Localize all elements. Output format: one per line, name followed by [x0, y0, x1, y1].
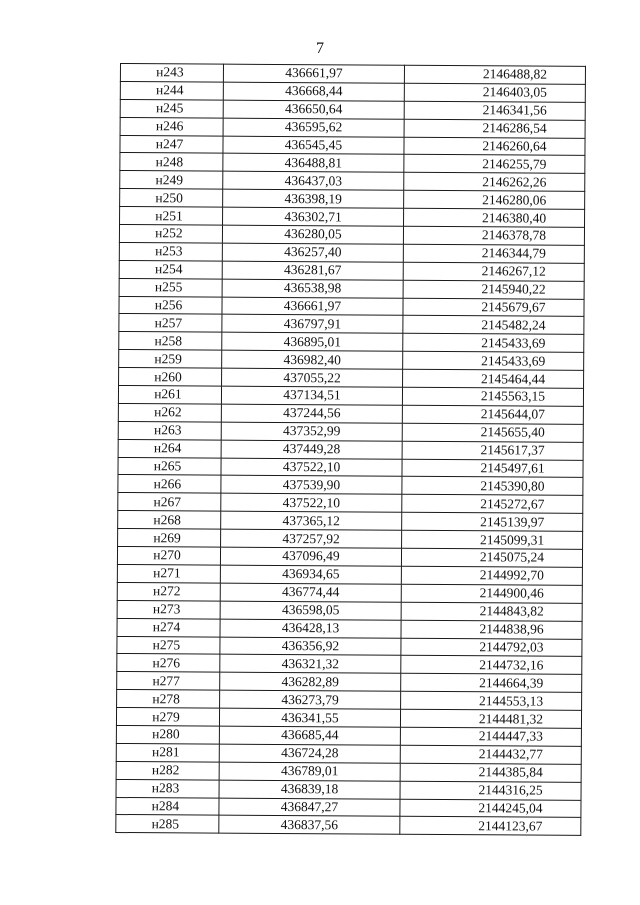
y-coordinate-cell: 2146380,40 — [404, 208, 585, 227]
x-coordinate-cell: 436273,79 — [220, 690, 401, 709]
point-name-cell: н273 — [117, 600, 220, 619]
y-coordinate-cell: 2144553,13 — [401, 691, 582, 710]
x-coordinate-cell: 436847,27 — [219, 798, 400, 817]
point-name-cell: н244 — [120, 81, 223, 100]
point-name-cell: н264 — [118, 439, 221, 458]
point-name-cell: н258 — [119, 332, 222, 351]
x-coordinate-cell: 437134,51 — [221, 386, 402, 405]
point-name-cell: н251 — [120, 207, 223, 226]
x-coordinate-cell: 436356,92 — [220, 637, 401, 656]
x-coordinate-cell: 436650,64 — [223, 100, 404, 119]
x-coordinate-cell: 436282,89 — [220, 672, 401, 691]
y-coordinate-cell: 2146255,79 — [404, 155, 585, 174]
y-coordinate-cell: 2145464,44 — [403, 369, 584, 388]
x-coordinate-cell: 436428,13 — [220, 619, 401, 638]
x-coordinate-cell: 436598,05 — [220, 601, 401, 620]
point-name-cell: н246 — [120, 117, 223, 136]
x-coordinate-cell: 437449,28 — [221, 440, 402, 459]
point-name-cell: н260 — [119, 368, 222, 387]
x-coordinate-cell: 437244,56 — [221, 404, 402, 423]
y-coordinate-cell: 2146344,79 — [403, 244, 584, 263]
point-name-cell: н285 — [116, 815, 219, 834]
point-name-cell: н248 — [120, 153, 223, 172]
x-coordinate-cell: 436685,44 — [219, 726, 400, 745]
y-coordinate-cell: 2145679,67 — [403, 298, 584, 317]
x-coordinate-cell: 436488,81 — [223, 154, 404, 173]
point-name-cell: н267 — [118, 493, 221, 512]
y-coordinate-cell: 2144900,46 — [401, 584, 582, 603]
x-coordinate-cell: 436538,98 — [222, 279, 403, 298]
y-coordinate-cell: 2144732,16 — [401, 656, 582, 675]
point-name-cell: н278 — [117, 690, 220, 709]
y-coordinate-cell: 2144664,39 — [401, 674, 582, 693]
x-coordinate-cell: 436724,28 — [219, 744, 400, 763]
x-coordinate-cell: 436774,44 — [220, 583, 401, 602]
y-coordinate-cell: 2146267,12 — [403, 262, 584, 281]
point-name-cell: н247 — [120, 135, 223, 154]
point-name-cell: н262 — [118, 403, 221, 422]
point-name-cell: н283 — [116, 779, 219, 798]
y-coordinate-cell: 2145139,97 — [402, 512, 583, 531]
point-name-cell: н270 — [117, 547, 220, 566]
point-name-cell: н275 — [117, 636, 220, 655]
y-coordinate-cell: 2145617,37 — [402, 441, 583, 460]
point-name-cell: н279 — [116, 708, 219, 727]
point-name-cell: н276 — [117, 654, 220, 673]
y-coordinate-cell: 2144792,03 — [401, 638, 582, 657]
point-name-cell: н265 — [118, 457, 221, 476]
y-coordinate-cell: 2144123,67 — [400, 817, 581, 836]
x-coordinate-cell: 436797,91 — [222, 315, 403, 334]
point-name-cell: н252 — [119, 225, 222, 244]
point-name-cell: н282 — [116, 761, 219, 780]
x-coordinate-cell: 436895,01 — [222, 332, 403, 351]
point-name-cell: н269 — [118, 529, 221, 548]
x-coordinate-cell: 436257,40 — [222, 243, 403, 262]
y-coordinate-cell: 2145655,40 — [402, 423, 583, 442]
point-name-cell: н284 — [116, 797, 219, 816]
y-coordinate-cell: 2145390,80 — [402, 477, 583, 496]
y-coordinate-cell: 2146286,54 — [404, 119, 585, 138]
x-coordinate-cell: 437257,92 — [221, 529, 402, 548]
x-coordinate-cell: 436341,55 — [219, 708, 400, 727]
point-name-cell: н245 — [120, 99, 223, 118]
y-coordinate-cell: 2146280,06 — [404, 190, 585, 209]
x-coordinate-cell: 436668,44 — [223, 82, 404, 101]
x-coordinate-cell: 436302,71 — [223, 207, 404, 226]
x-coordinate-cell: 436398,19 — [223, 189, 404, 208]
x-coordinate-cell: 436661,97 — [223, 64, 404, 83]
y-coordinate-cell: 2144481,32 — [400, 709, 581, 728]
point-name-cell: н281 — [116, 743, 219, 762]
point-name-cell: н268 — [118, 511, 221, 530]
y-coordinate-cell: 2145563,15 — [402, 387, 583, 406]
x-coordinate-cell: 436281,67 — [222, 261, 403, 280]
x-coordinate-cell: 436437,03 — [223, 171, 404, 190]
y-coordinate-cell: 2146403,05 — [404, 83, 585, 102]
x-coordinate-cell: 437539,90 — [221, 476, 402, 495]
y-coordinate-cell: 2144838,96 — [401, 620, 582, 639]
x-coordinate-cell: 437365,12 — [221, 511, 402, 530]
point-name-cell: н243 — [120, 64, 223, 83]
point-name-cell: н266 — [118, 475, 221, 494]
point-name-cell: н271 — [117, 564, 220, 583]
y-coordinate-cell: 2145433,69 — [403, 334, 584, 353]
y-coordinate-cell: 2146260,64 — [404, 137, 585, 156]
x-coordinate-cell: 436595,62 — [223, 118, 404, 137]
point-name-cell: н254 — [119, 260, 222, 279]
x-coordinate-cell: 436321,32 — [220, 655, 401, 674]
y-coordinate-cell: 2146488,82 — [404, 65, 585, 84]
y-coordinate-cell: 2144432,77 — [400, 745, 581, 764]
x-coordinate-cell: 436982,40 — [222, 350, 403, 369]
y-coordinate-cell: 2145433,69 — [403, 351, 584, 370]
y-coordinate-cell: 2144385,84 — [400, 763, 581, 782]
point-name-cell: н256 — [119, 296, 222, 315]
y-coordinate-cell: 2145644,07 — [402, 405, 583, 424]
x-coordinate-cell: 436280,05 — [222, 225, 403, 244]
point-name-cell: н277 — [117, 672, 220, 691]
x-coordinate-cell: 436839,18 — [219, 780, 400, 799]
y-coordinate-cell: 2145482,24 — [403, 316, 584, 335]
y-coordinate-cell: 2144316,25 — [400, 781, 581, 800]
point-name-cell: н263 — [118, 421, 221, 440]
point-name-cell: н249 — [120, 171, 223, 190]
x-coordinate-cell: 437055,22 — [222, 368, 403, 387]
y-coordinate-cell: 2146341,56 — [404, 101, 585, 120]
page-number: 7 — [316, 40, 324, 57]
x-coordinate-cell: 437352,99 — [221, 422, 402, 441]
point-name-cell: н257 — [119, 314, 222, 333]
table-body — [116, 64, 586, 836]
point-name-cell: н272 — [117, 582, 220, 601]
point-name-cell: н259 — [119, 350, 222, 369]
y-coordinate-cell: 2144245,04 — [400, 799, 581, 818]
x-coordinate-cell: 436789,01 — [219, 762, 400, 781]
point-name-cell: н261 — [118, 386, 221, 405]
x-coordinate-cell: 437522,10 — [221, 458, 402, 477]
point-name-cell: н255 — [119, 278, 222, 297]
y-coordinate-cell: 2146378,78 — [403, 226, 584, 245]
point-name-cell: н250 — [120, 189, 223, 208]
x-coordinate-cell: 436545,45 — [223, 136, 404, 155]
y-coordinate-cell: 2146262,26 — [404, 173, 585, 192]
x-coordinate-cell: 436837,56 — [219, 816, 400, 835]
y-coordinate-cell: 2145272,67 — [402, 495, 583, 514]
x-coordinate-cell: 436934,65 — [220, 565, 401, 584]
x-coordinate-cell: 436661,97 — [222, 297, 403, 316]
y-coordinate-cell: 2145940,22 — [403, 280, 584, 299]
x-coordinate-cell: 437522,10 — [221, 493, 402, 512]
point-name-cell: н274 — [117, 618, 220, 637]
coordinates-table — [115, 63, 586, 836]
y-coordinate-cell: 2144992,70 — [401, 566, 582, 585]
y-coordinate-cell: 2145075,24 — [401, 548, 582, 567]
point-name-cell: н253 — [119, 242, 222, 261]
point-name-cell: н280 — [116, 725, 219, 744]
y-coordinate-cell: 2144447,33 — [400, 727, 581, 746]
y-coordinate-cell: 2145497,61 — [402, 459, 583, 478]
y-coordinate-cell: 2145099,31 — [402, 530, 583, 549]
y-coordinate-cell: 2144843,82 — [401, 602, 582, 621]
table-row — [116, 815, 581, 836]
x-coordinate-cell: 437096,49 — [220, 547, 401, 566]
